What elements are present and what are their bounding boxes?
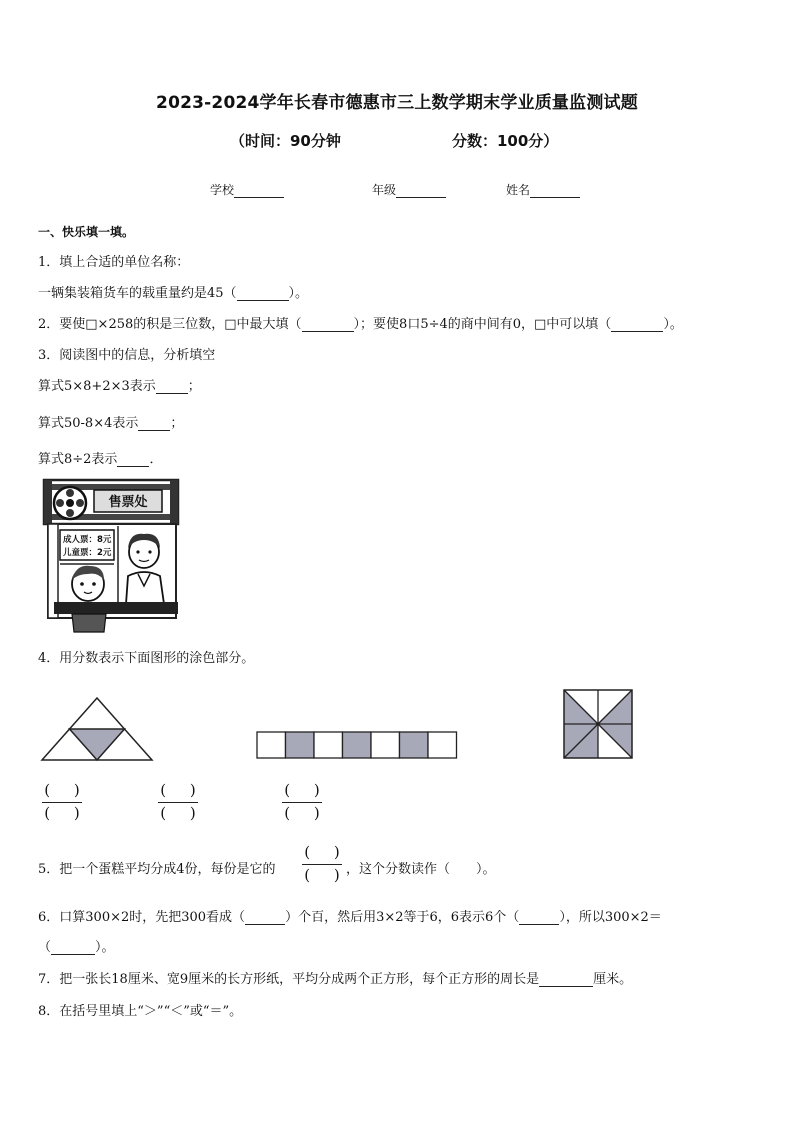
question-3-eq3: 算式8÷2表示 ．: [38, 452, 163, 467]
question-6-line2: （ ）。: [38, 940, 115, 955]
strip-cell: [343, 732, 372, 758]
question-6-line1: 6．口算300×2时，先把300看成（ ）个百，然后用3×2等于6，6表示6个（ ），所以300×2＝: [38, 910, 662, 925]
name-blank[interactable]: [530, 184, 580, 198]
q2-blank-1[interactable]: [302, 318, 354, 332]
name-label: 姓名: [506, 183, 531, 197]
strip-cell: [371, 732, 400, 758]
section-heading: 一、快乐填一填。: [38, 225, 135, 239]
school-label: 学校: [210, 183, 235, 197]
q2-blank-2[interactable]: [611, 318, 663, 332]
child-price-text: 儿童票：2元: [63, 548, 112, 558]
q6-blank-3[interactable]: [51, 941, 95, 955]
school-blank[interactable]: [234, 184, 284, 198]
page-title: 2023-2024学年长春市德惠市三上数学期末学业质量监测试题: [156, 93, 638, 113]
name-field[interactable]: [506, 181, 580, 198]
question-1-stem: 1．填上合适的单位名称：: [38, 255, 190, 270]
sign-text: 售票处: [108, 495, 148, 510]
q3-blank-1[interactable]: [156, 380, 188, 394]
q6-blank-2[interactable]: [519, 911, 559, 925]
question-7: 7．把一张长18厘米、宽9厘米的长方形纸，平均分成两个正方形，每个正方形的周长是 厘米。: [38, 972, 633, 987]
question-1-line: 一辆集装箱货车的载重量约是45（ ）。: [38, 286, 309, 301]
strip-cells: [257, 732, 457, 758]
question-3-eq2: 算式50-8×4表示 ；: [38, 416, 184, 431]
question-5-part1: 5．把一个蛋糕平均分成4份，每份是它的: [38, 862, 276, 877]
grade-field[interactable]: [372, 181, 446, 198]
strip-cell: [286, 732, 315, 758]
square-figure: [563, 689, 633, 759]
exam-time: （时间：90分钟: [230, 132, 341, 150]
question-8: 8．在括号里填上“＞”“＜”或“＝”。: [38, 1004, 243, 1019]
triangle-figure: [40, 694, 154, 764]
q5-fraction-answer[interactable]: ( ) ( ): [298, 843, 346, 887]
grade-label: 年级: [372, 183, 397, 197]
q3-blank-3[interactable]: [117, 453, 149, 467]
strip-cell: [314, 732, 343, 758]
fraction-answer-3[interactable]: ( ) ( ): [278, 781, 326, 825]
question-5-part2: ，这个分数读作（ ）。: [346, 862, 496, 877]
question-3-stem: 3．阅读图中的信息，分析填空: [38, 348, 216, 363]
fraction-answer-2[interactable]: ( ) ( ): [154, 781, 202, 825]
exam-score: 分数：100分）: [452, 132, 559, 150]
strip-cell: [400, 732, 429, 758]
strip-cell: [257, 732, 286, 758]
strip-figure: [256, 730, 460, 760]
question-4-stem: 4．用分数表示下面图形的涂色部分。: [38, 651, 255, 666]
q3-blank-2[interactable]: [138, 417, 170, 431]
q6-blank-1[interactable]: [245, 911, 285, 925]
question-3-eq1: 算式5×8+2×3表示 ；: [38, 379, 201, 394]
ticket-booth-svg: [42, 476, 182, 634]
fraction-answer-1[interactable]: ( ) ( ): [38, 781, 86, 825]
grade-blank[interactable]: [396, 184, 446, 198]
ticket-booth-illustration: [42, 476, 182, 634]
strip-cell: [428, 732, 457, 758]
q1-blank[interactable]: [237, 287, 289, 301]
question-2: 2．要使□×258的积是三位数，□中最大填（ ）；要使8口5÷4的商中间有0，□中可以填（ ）。: [38, 317, 683, 332]
adult-price-text: 成人票：8元: [63, 535, 112, 545]
q7-blank[interactable]: [539, 973, 593, 987]
school-field[interactable]: [210, 181, 284, 198]
